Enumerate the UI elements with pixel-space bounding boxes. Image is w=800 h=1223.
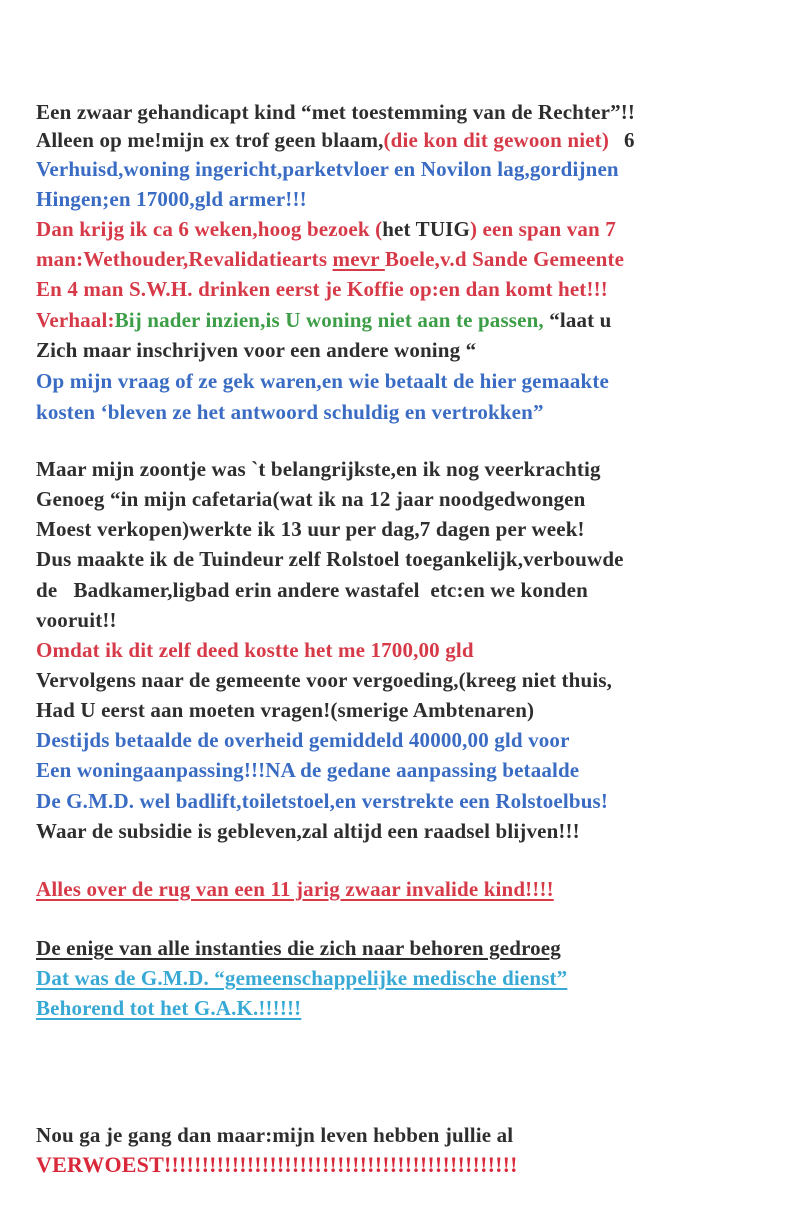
line-15 bbox=[36, 546, 624, 572]
line-11 bbox=[36, 399, 544, 425]
line-7-text: En 4 man S.W.H. drinken eerst je Koffie op:en dan komt het!!! bbox=[36, 277, 608, 301]
line-14 bbox=[36, 516, 585, 542]
line-2-text: Alleen op me!mijn ex trof geen blaam, bbox=[36, 128, 384, 152]
line-10-text: Op mijn vraag of ze gek waren,en wie betaalt de hier gemaakte bbox=[36, 369, 609, 393]
line-8 bbox=[36, 307, 612, 333]
line-13 bbox=[36, 486, 585, 512]
line-5-text-a: Dan krijg ik ca 6 weken,hoog bezoek ( bbox=[36, 217, 383, 241]
line-24 bbox=[36, 818, 580, 844]
line-23-text: De G.M.D. wel badlift,toiletstoel,en verstrekte een Rolstoelbus! bbox=[36, 789, 609, 813]
line-6-text-a: man:Wethouder,Revalidatiearts bbox=[36, 247, 333, 271]
line-20-text: Had U eerst aan moeten vragen!(smerige Ambtenaren) bbox=[36, 698, 535, 722]
line-19-text: Vervolgens naar de gemeente voor vergoeding,(kreeg niet thuis, bbox=[36, 668, 613, 692]
line-24-text: Waar de subsidie is gebleven,zal altijd een raadsel blijven!!! bbox=[36, 819, 580, 843]
line-26 bbox=[36, 935, 561, 961]
line-3 bbox=[36, 156, 619, 182]
line-27 bbox=[36, 965, 567, 991]
line-6 bbox=[36, 246, 624, 272]
line-13-text: Genoeg “in mijn cafetaria(wat ik na 12 jaar noodgedwongen bbox=[36, 487, 586, 511]
line-16 bbox=[36, 577, 588, 603]
line-22 bbox=[36, 757, 579, 783]
line-12 bbox=[36, 456, 601, 482]
line-21 bbox=[36, 727, 570, 753]
line-23 bbox=[36, 788, 608, 814]
line-15-text: Dus maakte ik de Tuindeur zelf Rolstoel toegankelijk,verbouwde bbox=[36, 547, 624, 571]
line-4 bbox=[36, 186, 307, 212]
line-5-text-b: het TUIG bbox=[382, 217, 470, 241]
line-27-text: Dat was de G.M.D. “gemeenschappelijke medische dienst” bbox=[36, 966, 568, 990]
page-number: 6 bbox=[623, 128, 635, 152]
line-5-text-c: ) een span van 7 bbox=[469, 217, 616, 241]
line-1 bbox=[36, 99, 635, 125]
line-20 bbox=[36, 697, 534, 723]
line-9 bbox=[36, 337, 476, 363]
line-6-underlined-text: mevr bbox=[332, 247, 385, 271]
line-3-text: Verhuisd,woning ingericht,parketvloer en Novilon lag,gordijnen bbox=[36, 157, 619, 181]
line-2-red-text: (die kon dit gewoon niet) bbox=[383, 128, 609, 152]
line-1-text: Een zwaar gehandicapt kind “met toestemming van de Rechter”!! bbox=[36, 100, 636, 124]
line-19 bbox=[36, 667, 612, 693]
line-30 bbox=[36, 1152, 518, 1178]
line-4-text: Hingen;en 17000,gld armer!!! bbox=[36, 187, 307, 211]
line-26-text: De enige van alle instanties die zich naar behoren gedroeg bbox=[36, 936, 561, 960]
line-18-text: Omdat ik dit zelf deed kostte het me 1700,00 gld bbox=[36, 638, 474, 662]
line-18 bbox=[36, 637, 474, 663]
line-30-text: VERWOEST!!!!!!!!!!!!!!!!!!!!!!!!!!!!!!!!!!!!!!!!!!!!!!! bbox=[36, 1152, 518, 1177]
line-8-label: Verhaal: bbox=[36, 308, 115, 332]
line-25 bbox=[36, 876, 554, 902]
line-29-text: Nou ga je gang dan maar:mijn leven hebben jullie al bbox=[36, 1123, 514, 1147]
line-5 bbox=[36, 216, 616, 242]
line-28-text: Behorend tot het G.A.K.!!!!!! bbox=[36, 996, 302, 1020]
line-10 bbox=[36, 368, 609, 394]
line-17-text: vooruit!! bbox=[36, 608, 117, 632]
line-28 bbox=[36, 995, 301, 1021]
line-17 bbox=[36, 607, 117, 633]
line-25-text: Alles over de rug van een 11 jarig zwaar invalide kind!!!! bbox=[36, 877, 554, 901]
line-9-text: Zich maar inschrijven voor een andere woning “ bbox=[36, 338, 477, 362]
line-16-text: de Badkamer,ligbad erin andere wastafel etc:en we konden bbox=[36, 578, 588, 602]
line-7 bbox=[36, 276, 608, 302]
line-2 bbox=[36, 127, 635, 153]
line-29 bbox=[36, 1122, 513, 1148]
line-8-green-text: Bij nader inzien,is U woning niet aan te passen, bbox=[114, 308, 544, 332]
line-11-text: kosten ‘bleven ze het antwoord schuldig en vertrokken” bbox=[36, 400, 544, 424]
line-8-quote: “laat u bbox=[543, 308, 612, 332]
line-21-text: Destijds betaalde de overheid gemiddeld 40000,00 gld voor bbox=[36, 728, 570, 752]
line-14-text: Moest verkopen)werkte ik 13 uur per dag,7 dagen per week! bbox=[36, 517, 585, 541]
line-6-text-c: Boele,v.d Sande Gemeente bbox=[384, 247, 625, 271]
line-12-text: Maar mijn zoontje was `t belangrijkste,en ik nog veerkrachtig bbox=[36, 457, 601, 481]
line-22-text: Een woningaanpassing!!!NA de gedane aanpassing betaalde bbox=[36, 758, 580, 782]
